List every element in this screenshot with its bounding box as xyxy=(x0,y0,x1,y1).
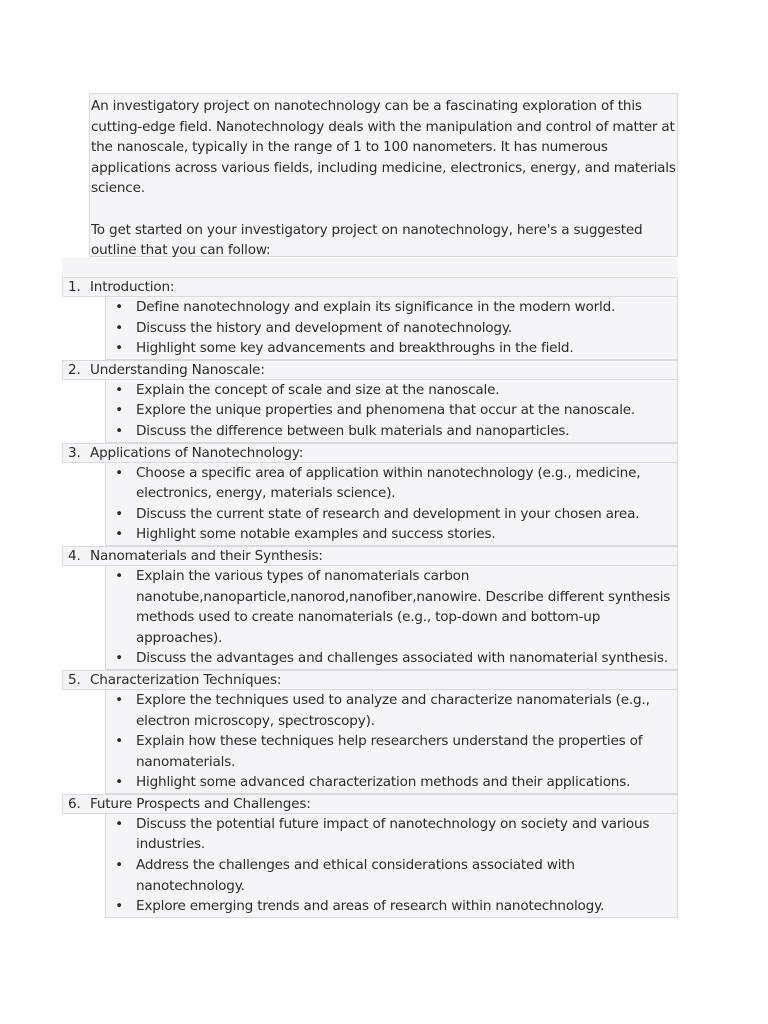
bullet-icon: • xyxy=(115,299,123,315)
bullet-text: Explain the various types of nanomaterials carbon nanotube,nanoparticle,nanorod,nanofiber,nanowire. Describe different synthesis methods used to create nanomaterials (e.g., top-down and bottom-up approaches). xyxy=(136,567,671,646)
bullet-icon: • xyxy=(115,526,123,543)
bullet-icon: • xyxy=(115,340,123,357)
bullet-icon: • xyxy=(115,650,123,667)
bullet-icon: • xyxy=(115,381,123,398)
bullet-text: Explain how these techniques help researchers understand the properties of nanomaterials. xyxy=(136,733,643,770)
bullet-icon: • xyxy=(115,691,123,708)
section-heading xyxy=(62,794,678,814)
bullet-text: Discuss the difference between bulk materials and nanoparticles. xyxy=(136,422,570,439)
bullet-list xyxy=(105,380,678,443)
bullet-item xyxy=(106,400,677,421)
bullet-item xyxy=(106,463,677,504)
section-heading xyxy=(62,360,678,380)
bullet-item xyxy=(106,318,677,339)
bullet-text: Address the challenges and ethical considerations associated with nanotechnology. xyxy=(136,857,575,894)
bullet-text: Highlight some advanced characterization methods and their applications. xyxy=(136,774,631,791)
bullet-text: Explore the unique properties and phenomena that occur at the nanoscale. xyxy=(136,402,636,419)
section-number: 2. xyxy=(68,361,81,378)
bullet-text: Highlight some key advancements and breakthroughs in the field. xyxy=(136,340,574,357)
bullet-icon: • xyxy=(115,422,123,439)
bullet-icon: • xyxy=(115,402,123,419)
spacer-band xyxy=(62,258,678,276)
section-title: Introduction: xyxy=(90,279,175,295)
section-heading xyxy=(62,443,678,463)
section-number: 4. xyxy=(68,547,81,564)
section-title: Nanomaterials and their Synthesis: xyxy=(90,547,323,564)
section-title: Future Prospects and Challenges: xyxy=(90,795,311,812)
bullet-icon: • xyxy=(115,815,123,832)
bullet-item xyxy=(106,772,677,793)
bullet-text: Discuss the current state of research and development in your chosen area. xyxy=(136,505,640,522)
bullet-text: Explain the concept of scale and size at the nanoscale. xyxy=(136,381,500,398)
bullet-list xyxy=(105,566,678,670)
outline-list xyxy=(62,277,678,918)
bullet-text: Discuss the history and development of nanotechnology. xyxy=(136,319,512,336)
bullet-list xyxy=(105,690,678,794)
bullet-text: Define nanotechnology and explain its significance in the modern world. xyxy=(136,299,616,315)
bullet-item xyxy=(106,814,677,855)
bullet-icon: • xyxy=(115,567,123,584)
section-number: 6. xyxy=(68,795,81,812)
bullet-icon: • xyxy=(115,898,123,915)
section-heading xyxy=(62,546,678,566)
bullet-item xyxy=(106,648,677,669)
intro-box xyxy=(89,93,678,257)
intro-paragraph: An investigatory project on nanotechnology can be a fascinating exploration of this cutting-edge field. Nanotechnology deals with the manipulation and control of matter at the nanoscale, typically in the range of 1 to 100 nanometers. It has numerous applications across various fields, including medicine, electronics, energy, and materials science. xyxy=(91,98,676,197)
bullet-item xyxy=(106,524,677,545)
section-number: 1. xyxy=(68,279,81,295)
bullet-icon: • xyxy=(115,464,123,481)
bullet-text: Explore emerging trends and areas of research within nanotechnology. xyxy=(136,898,605,915)
bullet-item xyxy=(106,338,677,359)
bullet-text: Choose a specific area of application within nanotechnology (e.g., medicine, electronics, energy, materials science). xyxy=(136,464,641,502)
bullet-list xyxy=(105,297,678,360)
bullet-icon: • xyxy=(115,857,123,874)
bullet-item xyxy=(106,297,677,318)
bullet-item xyxy=(106,731,677,772)
section-title: Understanding Nanoscale: xyxy=(90,361,265,378)
bullet-list xyxy=(105,463,678,546)
bullet-item xyxy=(106,896,677,917)
bullet-text: Discuss the potential future impact of nanotechnology on society and various industries. xyxy=(136,815,650,853)
bullet-item xyxy=(106,421,677,442)
section-number: 5. xyxy=(68,671,81,688)
bullet-icon: • xyxy=(115,774,123,791)
bullet-text: Explore the techniques used to analyze and characterize nanomaterials (e.g., electron microscopy, spectroscopy). xyxy=(136,691,650,729)
bullet-item xyxy=(106,380,677,401)
bullet-icon: • xyxy=(115,733,123,750)
section-title: Applications of Nanotechnology: xyxy=(90,444,304,461)
bullet-text: Discuss the advantages and challenges associated with nanomaterial synthesis. xyxy=(136,650,668,667)
bullet-text: Highlight some notable examples and success stories. xyxy=(136,526,496,543)
bullet-item xyxy=(106,855,677,896)
bullet-icon: • xyxy=(115,319,123,336)
bullet-item xyxy=(106,504,677,525)
bullet-item xyxy=(106,690,677,731)
section-heading xyxy=(62,670,678,690)
bullet-icon: • xyxy=(115,505,123,522)
section-title: Characterization Techniques: xyxy=(90,671,282,688)
bullet-item xyxy=(106,566,677,648)
section-heading xyxy=(62,277,678,297)
section-number: 3. xyxy=(68,444,81,461)
bullet-list xyxy=(105,814,678,918)
outline-lead-paragraph: To get started on your investigatory project on nanotechnology, here's a suggested outline that you can follow: xyxy=(91,221,643,259)
